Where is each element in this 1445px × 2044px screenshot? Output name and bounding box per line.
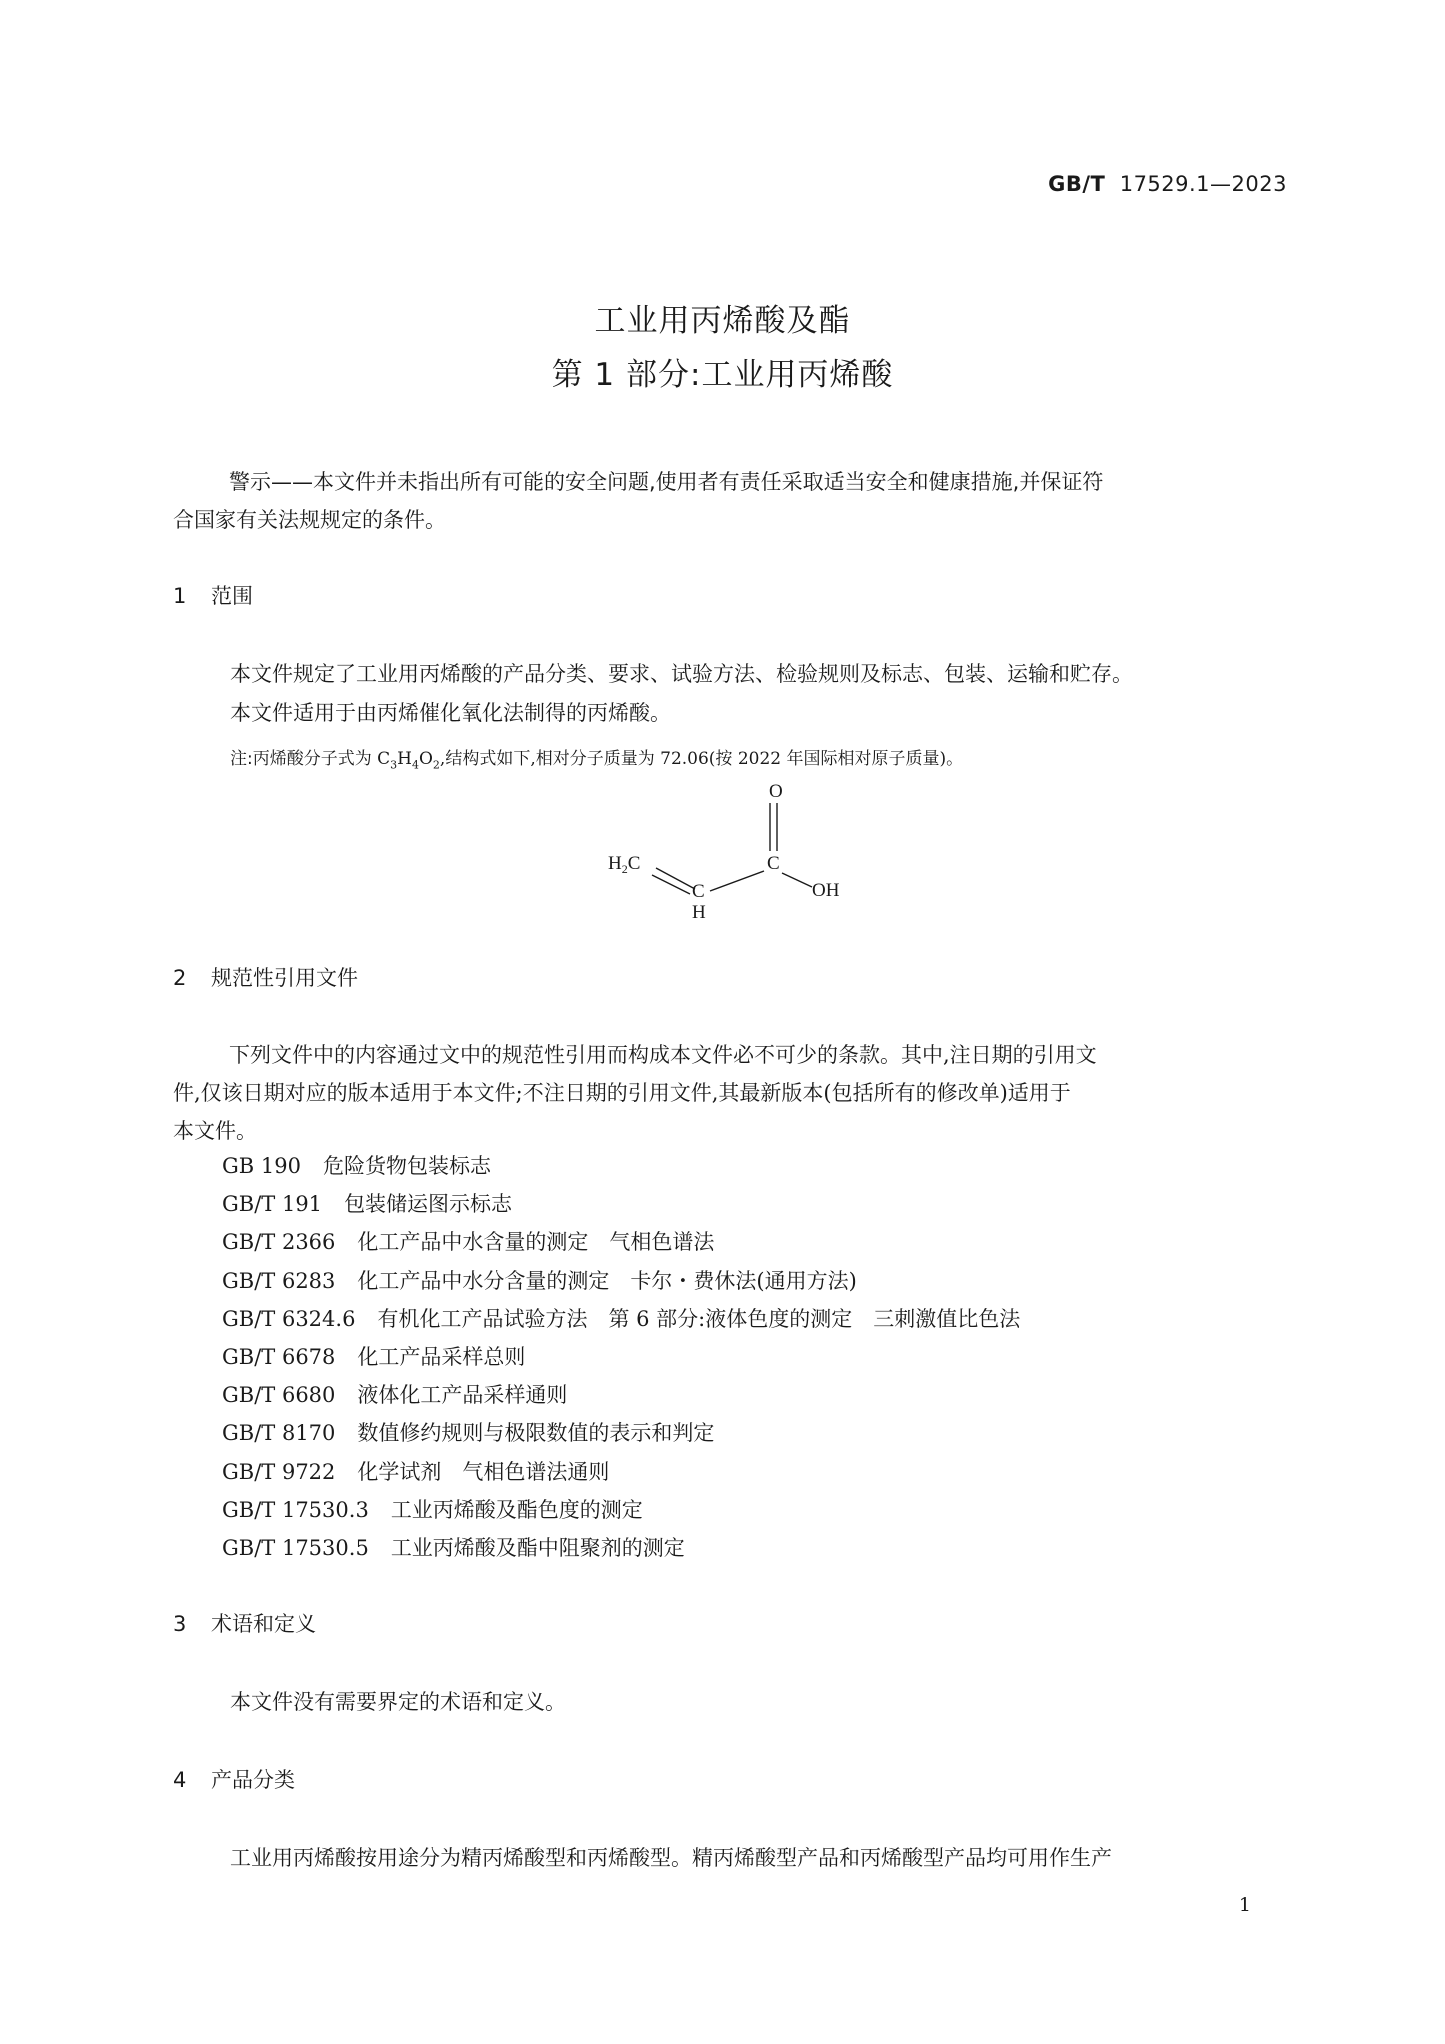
standard-number: 17529.1—2023 (1119, 172, 1287, 196)
section-3-title: 术语和定义 (211, 1612, 316, 1636)
section-1-number: 1 (173, 584, 187, 608)
section-4-heading (173, 1764, 295, 1794)
section-1-heading (173, 580, 253, 610)
reference-code: GB/T 6283 (222, 1268, 336, 1293)
standard-prefix: GB/T (1048, 172, 1106, 196)
scope-paragraph-1: 本文件规定了工业用丙烯酸的产品分类、要求、试验方法、检验规则及标志、包装、运输和贮存。 (230, 662, 1133, 686)
section-2-heading (173, 962, 358, 992)
reference-title: 液体化工产品采样通则 (357, 1383, 568, 1408)
note-label: 注: (230, 749, 253, 769)
reference-code: GB 190 (222, 1154, 301, 1178)
document-title: 工业用丙烯酸及酯 (594, 303, 851, 339)
reference-item (222, 1188, 1020, 1226)
reference-item (222, 1456, 1020, 1494)
reference-item (222, 1265, 1020, 1303)
reference-code: GB/T 8170 (222, 1421, 336, 1446)
intro-line-3: 本文件。 (173, 1119, 257, 1143)
note-sub-3: 2 (432, 758, 440, 772)
reference-code: GB/T 17530.5 (222, 1535, 369, 1560)
reference-list (222, 1150, 1020, 1570)
section-4-title: 产品分类 (211, 1768, 295, 1792)
bond-ch2-ch-2 (652, 875, 690, 894)
reference-item (222, 1150, 1020, 1188)
bond-ch2-ch-1 (656, 868, 695, 889)
intro-line-1: 下列文件中的内容通过文中的规范性引用而构成本文件必不可少的条款。其中,注日期的引用文 (229, 1043, 1097, 1067)
section-1-title: 范围 (211, 584, 253, 608)
reference-item (222, 1379, 1020, 1417)
reference-code: GB/T 6324.6 (222, 1306, 356, 1331)
intro-line-2: 件,仅该日期对应的版本适用于本文件;不注日期的引用文件,其最新版本(包括所有的修改单)适用于 (173, 1081, 1071, 1105)
document-subtitle: 第 1 部分:工业用丙烯酸 (551, 357, 894, 393)
reference-title: 有机化工产品试验方法 第 6 部分:液体色度的测定 三刺激值比色法 (377, 1306, 1021, 1331)
reference-item (222, 1494, 1020, 1532)
reference-title: 化学试剂 气相色谱法通则 (357, 1459, 610, 1484)
note-text-4: ,结构式如下,相对分子质量为 72.06(按 2022 年国际相对原子质量)。 (439, 749, 964, 769)
reference-item (222, 1417, 1020, 1455)
structure-ch-c-label: C (692, 881, 705, 902)
note-text-2: H (397, 749, 412, 769)
reference-code: GB/T 191 (222, 1192, 323, 1217)
acrylic-acid-structure (600, 773, 860, 923)
reference-code: GB/T 2366 (222, 1230, 336, 1255)
terms-paragraph: 本文件没有需要界定的术语和定义。 (230, 1690, 566, 1714)
note-text-3: O (418, 749, 433, 769)
note-sub-1: 3 (390, 758, 398, 772)
reference-title: 工业丙烯酸及酯中阻聚剂的测定 (390, 1535, 685, 1560)
note-text-1: 丙烯酸分子式为 C (252, 749, 391, 769)
reference-item (222, 1303, 1020, 1341)
reference-code: GB/T 9722 (222, 1459, 336, 1484)
scope-paragraph-2: 本文件适用于由丙烯催化氧化法制得的丙烯酸。 (230, 701, 671, 725)
structure-c-label: C (767, 853, 780, 874)
reference-item (222, 1226, 1020, 1264)
warning-line-1: 警示——本文件并未指出所有可能的安全问题,使用者有责任采取适当安全和健康措施,并保证符 (229, 470, 1104, 494)
page-number: 1 (1238, 1894, 1251, 1916)
normative-references-intro (173, 1036, 1288, 1150)
section-4-number: 4 (173, 1768, 187, 1792)
reference-code: GB/T 6678 (222, 1344, 336, 1369)
structure-bonds (652, 803, 812, 894)
bond-c-ch (710, 871, 764, 891)
reference-title: 工业丙烯酸及酯色度的测定 (390, 1497, 643, 1522)
reference-title: 化工产品采样总则 (357, 1344, 526, 1369)
section-2-title: 规范性引用文件 (211, 966, 358, 990)
warning-line-2: 合国家有关法规规定的条件。 (173, 508, 446, 532)
section-2-number: 2 (173, 966, 187, 990)
reference-title: 化工产品中水含量的测定 气相色谱法 (357, 1230, 715, 1255)
warning-notice (173, 463, 1288, 539)
structure-o-label: O (769, 781, 783, 802)
formula-note (230, 744, 963, 771)
reference-item (222, 1532, 1020, 1570)
standard-code (1048, 172, 1287, 196)
note-sub-2: 4 (411, 758, 419, 772)
reference-title: 化工产品中水分含量的测定 卡尔・费休法(通用方法) (357, 1268, 857, 1293)
structure-ch-h-label: H (692, 902, 706, 923)
section-3-number: 3 (173, 1612, 187, 1636)
classification-paragraph: 工业用丙烯酸按用途分为精丙烯酸型和丙烯酸型。精丙烯酸型产品和丙烯酸型产品均可用作生产 (230, 1846, 1112, 1870)
reference-item (222, 1341, 1020, 1379)
reference-title: 数值修约规则与极限数值的表示和判定 (357, 1421, 715, 1446)
reference-title: 包装储运图示标志 (344, 1192, 513, 1217)
section-3-heading (173, 1608, 316, 1638)
reference-title: 危险货物包装标志 (322, 1154, 491, 1178)
reference-code: GB/T 6680 (222, 1383, 336, 1408)
reference-code: GB/T 17530.3 (222, 1497, 369, 1522)
structure-h2c-label: $H_2C$ (608, 853, 641, 876)
bond-c-oh (782, 873, 812, 887)
structure-oh-label: OH (812, 880, 840, 901)
